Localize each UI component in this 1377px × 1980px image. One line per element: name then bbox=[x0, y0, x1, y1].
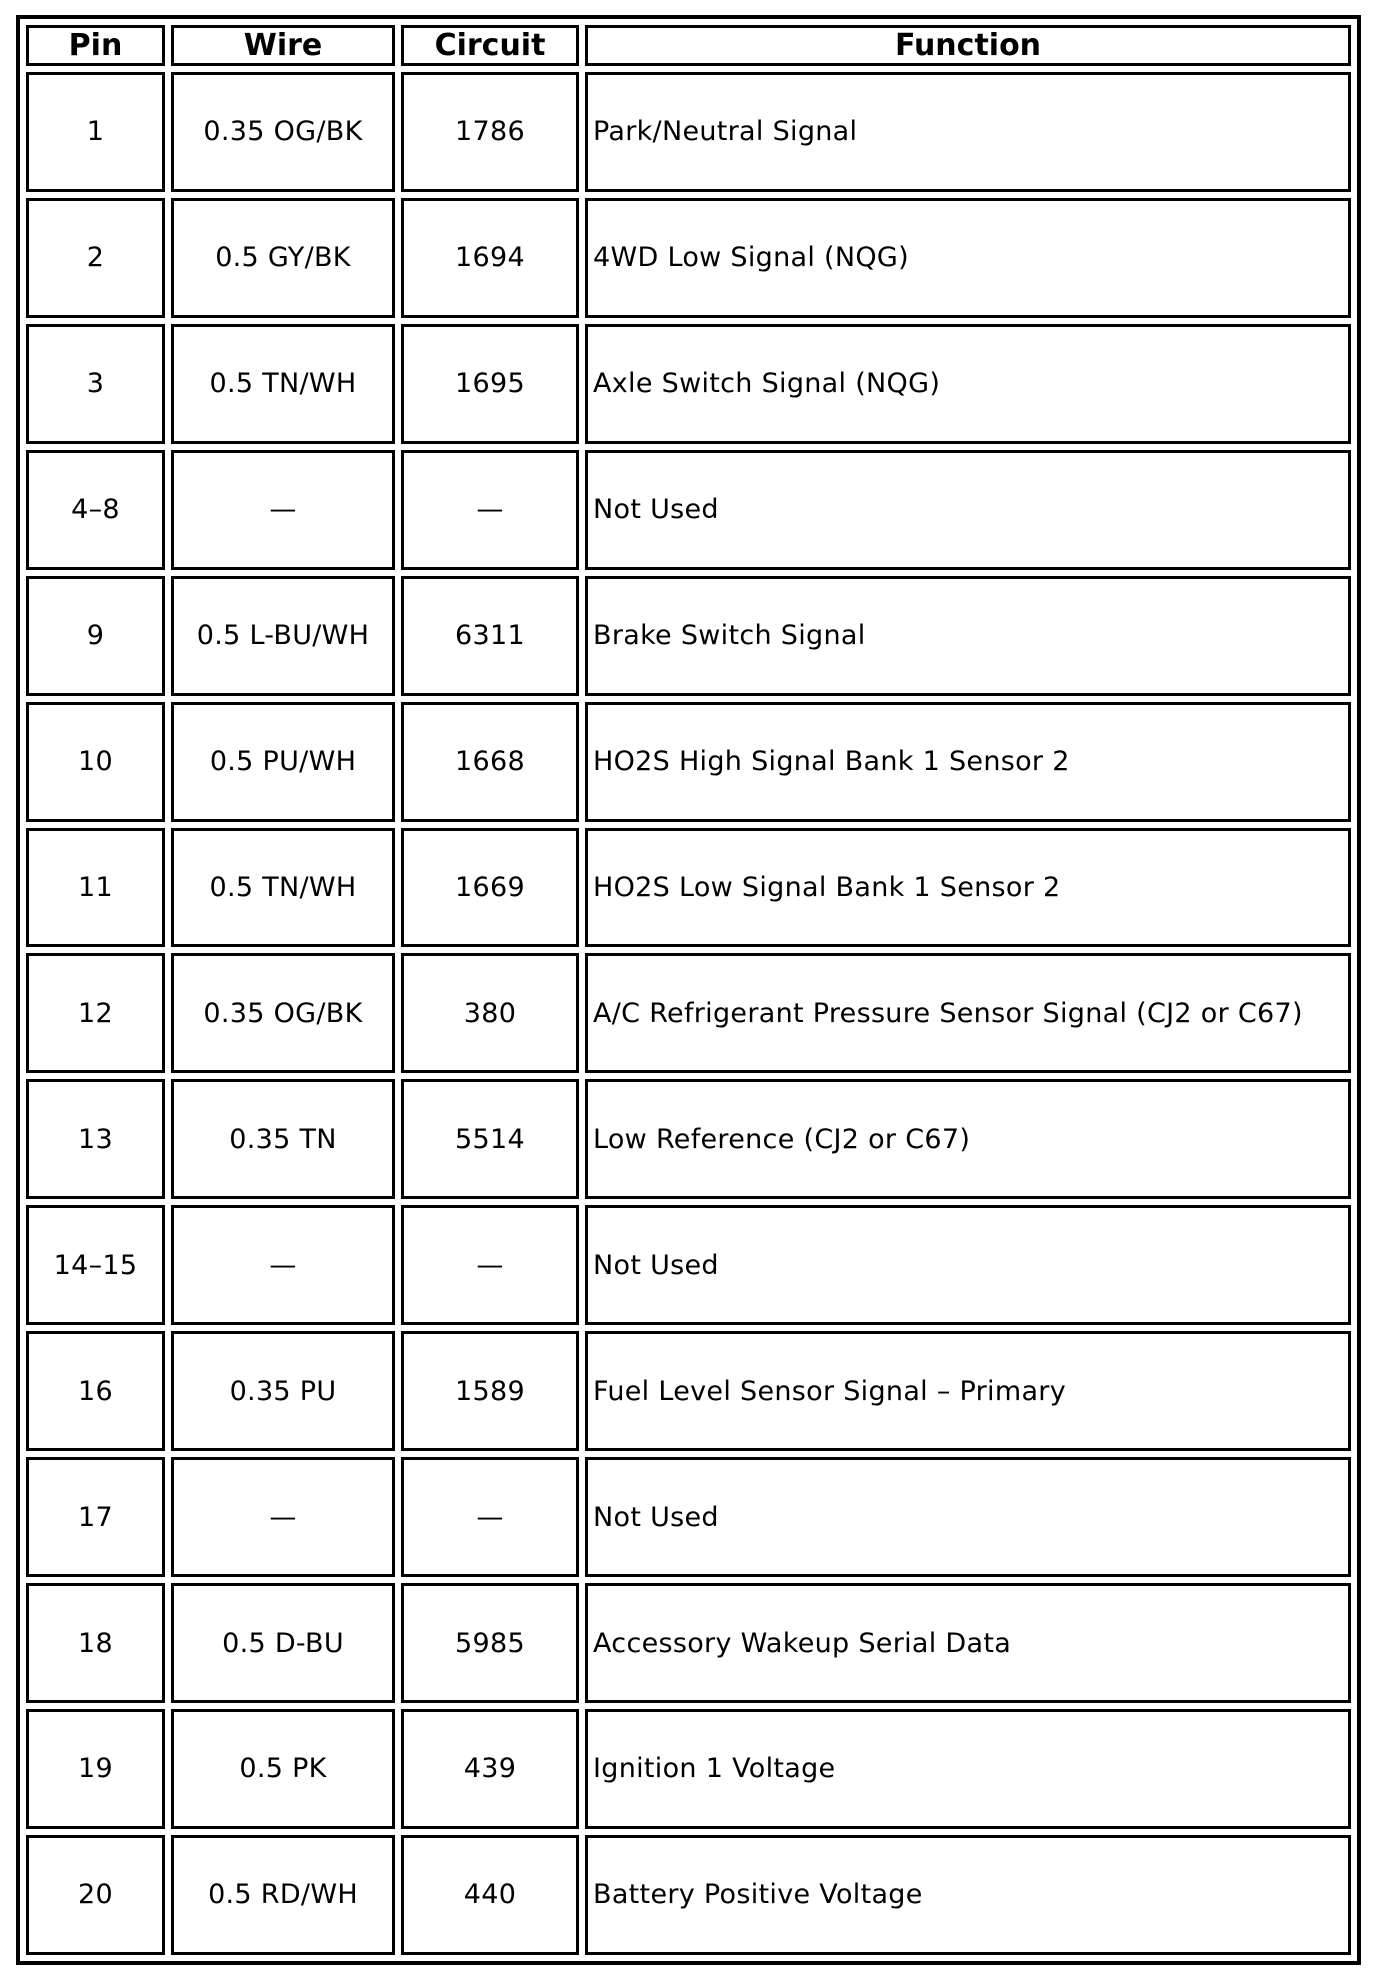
function-cell: Ignition 1 Voltage bbox=[585, 1709, 1351, 1829]
table-row bbox=[26, 702, 1351, 822]
circuit-cell: — bbox=[401, 1205, 579, 1325]
wire-cell: — bbox=[171, 1457, 395, 1577]
pin-cell: 17 bbox=[26, 1457, 165, 1577]
function-cell: Brake Switch Signal bbox=[585, 576, 1351, 696]
function-cell: Low Reference (CJ2 or C67) bbox=[585, 1079, 1351, 1199]
pin-cell: 14–15 bbox=[26, 1205, 165, 1325]
table-row bbox=[26, 72, 1351, 192]
pin-cell: 1 bbox=[26, 72, 165, 192]
circuit-cell: 1694 bbox=[401, 198, 579, 318]
circuit-cell: 1695 bbox=[401, 324, 579, 444]
column-header-circuit: Circuit bbox=[401, 25, 579, 66]
function-cell: HO2S High Signal Bank 1 Sensor 2 bbox=[585, 702, 1351, 822]
wire-cell: 0.5 GY/BK bbox=[171, 198, 395, 318]
function-cell: Axle Switch Signal (NQG) bbox=[585, 324, 1351, 444]
wire-cell: 0.35 TN bbox=[171, 1079, 395, 1199]
table-row bbox=[26, 198, 1351, 318]
column-header-function: Function bbox=[585, 25, 1351, 66]
wire-cell: 0.5 PK bbox=[171, 1709, 395, 1829]
table-row bbox=[26, 1457, 1351, 1577]
circuit-cell: 1668 bbox=[401, 702, 579, 822]
table-row bbox=[26, 324, 1351, 444]
wire-cell: 0.5 L-BU/WH bbox=[171, 576, 395, 696]
wire-cell: 0.5 TN/WH bbox=[171, 828, 395, 948]
pin-cell: 12 bbox=[26, 953, 165, 1073]
function-cell: Not Used bbox=[585, 1457, 1351, 1577]
table-row bbox=[26, 1079, 1351, 1199]
function-cell: Accessory Wakeup Serial Data bbox=[585, 1583, 1351, 1703]
pin-cell: 19 bbox=[26, 1709, 165, 1829]
pin-cell: 3 bbox=[26, 324, 165, 444]
circuit-cell: 6311 bbox=[401, 576, 579, 696]
pin-cell: 13 bbox=[26, 1079, 165, 1199]
circuit-cell: 5514 bbox=[401, 1079, 579, 1199]
circuit-cell: 1669 bbox=[401, 828, 579, 948]
table-row bbox=[26, 1583, 1351, 1703]
wire-cell: 0.35 OG/BK bbox=[171, 953, 395, 1073]
column-header-pin: Pin bbox=[26, 25, 165, 66]
circuit-cell: 380 bbox=[401, 953, 579, 1073]
table-row bbox=[26, 450, 1351, 570]
circuit-cell: — bbox=[401, 1457, 579, 1577]
pin-cell: 4–8 bbox=[26, 450, 165, 570]
connector-pinout-table bbox=[16, 15, 1361, 1965]
pin-cell: 9 bbox=[26, 576, 165, 696]
function-cell: Not Used bbox=[585, 450, 1351, 570]
table-row bbox=[26, 1331, 1351, 1451]
wire-cell: — bbox=[171, 1205, 395, 1325]
function-cell: Park/Neutral Signal bbox=[585, 72, 1351, 192]
circuit-cell: 1589 bbox=[401, 1331, 579, 1451]
circuit-cell: — bbox=[401, 450, 579, 570]
pin-cell: 10 bbox=[26, 702, 165, 822]
circuit-cell: 1786 bbox=[401, 72, 579, 192]
function-cell: Fuel Level Sensor Signal – Primary bbox=[585, 1331, 1351, 1451]
table-row bbox=[26, 576, 1351, 696]
function-cell: HO2S Low Signal Bank 1 Sensor 2 bbox=[585, 828, 1351, 948]
wire-cell: 0.5 PU/WH bbox=[171, 702, 395, 822]
function-cell: 4WD Low Signal (NQG) bbox=[585, 198, 1351, 318]
circuit-cell: 440 bbox=[401, 1835, 579, 1955]
circuit-cell: 5985 bbox=[401, 1583, 579, 1703]
table-row bbox=[26, 1205, 1351, 1325]
function-cell: A/C Refrigerant Pressure Sensor Signal (CJ2 or C67) bbox=[585, 953, 1351, 1073]
pin-cell: 18 bbox=[26, 1583, 165, 1703]
table-row bbox=[26, 1709, 1351, 1829]
wire-cell: 0.5 D-BU bbox=[171, 1583, 395, 1703]
pin-cell: 2 bbox=[26, 198, 165, 318]
pin-cell: 16 bbox=[26, 1331, 165, 1451]
wire-cell: 0.5 RD/WH bbox=[171, 1835, 395, 1955]
wire-cell: 0.35 OG/BK bbox=[171, 72, 395, 192]
circuit-cell: 439 bbox=[401, 1709, 579, 1829]
column-header-wire: Wire bbox=[171, 25, 395, 66]
table-row bbox=[26, 1835, 1351, 1955]
pin-cell: 20 bbox=[26, 1835, 165, 1955]
table-row bbox=[26, 828, 1351, 948]
wire-cell: — bbox=[171, 450, 395, 570]
table-row bbox=[26, 953, 1351, 1073]
pin-cell: 11 bbox=[26, 828, 165, 948]
wire-cell: 0.35 PU bbox=[171, 1331, 395, 1451]
function-cell: Battery Positive Voltage bbox=[585, 1835, 1351, 1955]
function-cell: Not Used bbox=[585, 1205, 1351, 1325]
header-row bbox=[26, 25, 1351, 66]
wire-cell: 0.5 TN/WH bbox=[171, 324, 395, 444]
